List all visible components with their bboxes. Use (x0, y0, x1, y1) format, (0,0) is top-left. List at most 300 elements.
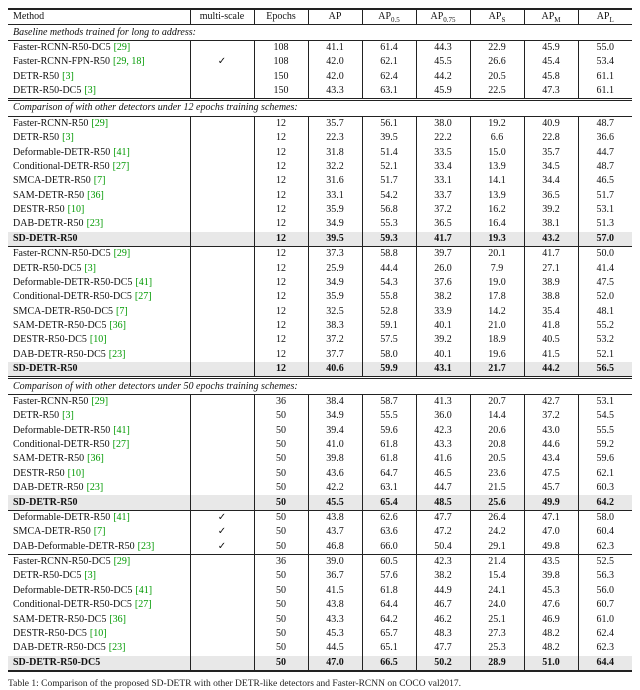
metric-ap75-cell: 37.6 (416, 276, 470, 290)
multiscale-cell (190, 247, 254, 262)
metric-ap-cell: 43.3 (308, 84, 362, 100)
metric-ap-cell: 35.9 (308, 203, 362, 217)
metric-ap-cell: 39.8 (308, 452, 362, 466)
citation-link[interactable]: [27] (112, 160, 130, 172)
metric-ap-large-cell: 64.2 (578, 495, 632, 510)
metric-ap75-cell: 33.9 (416, 305, 470, 319)
method-cell (8, 627, 190, 641)
metric-ap-cell: 42.0 (308, 55, 362, 69)
metric-ap-cell: 34.9 (308, 409, 362, 423)
metric-ap50-cell: 62.4 (362, 70, 416, 84)
method-name: Conditional-DETR-R50-DC5 (13, 599, 132, 611)
metric-ap-medium-cell: 47.0 (524, 525, 578, 539)
citation-link[interactable]: [3] (84, 85, 97, 97)
metric-ap-medium-cell: 39.2 (524, 203, 578, 217)
citation-link[interactable]: [23] (86, 482, 104, 494)
col-header-label: multi-scale (199, 11, 245, 23)
epochs-cell: 12 (254, 305, 308, 319)
metric-ap-small-cell: 16.4 (470, 217, 524, 231)
citation-link[interactable]: [41] (135, 276, 153, 288)
method-name: Faster-RCNN-R50 (13, 117, 89, 129)
metric-ap-cell: 36.7 (308, 569, 362, 583)
metric-ap-large-cell: 41.4 (596, 262, 614, 274)
table-row (8, 467, 632, 481)
metric-ap50-cell: 55.5 (362, 409, 416, 423)
citation-link[interactable]: [41] (113, 146, 130, 158)
epochs-cell: 12 (254, 189, 308, 203)
metric-ap-cell: 38.4 (308, 394, 362, 409)
metric-ap50-cell: 64.4 (362, 598, 416, 612)
metric-ap-small-cell: 22.9 (470, 40, 524, 55)
metric-ap-small-cell: 14.1 (470, 174, 524, 188)
multiscale-cell (190, 319, 254, 333)
metric-ap-small-cell: 24.1 (470, 584, 524, 598)
metric-ap-cell: 40.6 (308, 362, 362, 378)
metric-ap-small-cell: 7.9 (470, 261, 524, 275)
metric-ap-large-cell: 52.0 (596, 291, 614, 303)
citation-link[interactable]: [29] (91, 117, 109, 129)
metric-ap75-cell: 48.5 (416, 495, 470, 510)
method-cell (8, 40, 190, 55)
metric-ap75-cell: 33.5 (416, 145, 470, 159)
metric-ap75-cell: 46.5 (416, 467, 470, 481)
metric-ap-medium-cell: 44.2 (524, 362, 578, 378)
col-header-ap-large (578, 9, 632, 25)
section-header-row (8, 25, 632, 40)
method-name: DETR-R50-DC5 (13, 262, 82, 274)
metric-ap50-cell: 62.1 (362, 55, 416, 69)
metric-ap50-cell: 62.6 (362, 510, 416, 525)
method-name: SMCA-DETR-R50-DC5 (13, 305, 114, 317)
metric-ap75-cell: 40.1 (416, 319, 470, 333)
citation-link[interactable]: [29] (113, 556, 131, 568)
metric-ap-small-cell: 25.6 (470, 495, 524, 510)
table-row (8, 247, 632, 262)
section-title: Comparison of with other detectors under 12 epochs training schemes: (8, 100, 632, 116)
metric-ap75-cell: 36.0 (416, 409, 470, 423)
method-cell (8, 261, 190, 275)
epochs-cell: 36 (254, 394, 308, 409)
method-cell (8, 467, 190, 481)
multiscale-cell (190, 656, 254, 671)
metric-ap50-cell: 59.6 (362, 424, 416, 438)
col-header-label: AP (328, 11, 342, 23)
metric-ap75-cell: 40.1 (416, 348, 470, 362)
multiscale-cell (190, 438, 254, 452)
metric-ap-large-cell: 62.3 (596, 642, 614, 654)
multiscale-cell (190, 495, 254, 510)
metric-ap50-cell: 56.1 (362, 116, 416, 131)
metric-ap-large-cell: 51.7 (596, 189, 614, 201)
metric-ap50-cell: 65.7 (362, 627, 416, 641)
metric-ap75-cell: 41.6 (416, 452, 470, 466)
method-cell (8, 319, 190, 333)
metric-ap50-cell: 58.7 (362, 394, 416, 409)
epochs-cell: 50 (254, 495, 308, 510)
metric-ap75-cell: 39.7 (416, 247, 470, 262)
epochs-cell: 50 (254, 409, 308, 423)
metric-ap75-cell: 45.9 (416, 84, 470, 100)
metric-ap-medium-cell: 40.9 (524, 116, 578, 131)
metric-ap75-cell: 45.5 (416, 55, 470, 69)
col-header-epochs (254, 9, 308, 25)
epochs-cell: 12 (254, 145, 308, 159)
metric-ap50-cell: 63.1 (362, 481, 416, 495)
method-name: DESTR-R50 (13, 467, 65, 479)
metric-ap50-cell: 57.5 (362, 333, 416, 347)
multiscale-cell (190, 333, 254, 347)
method-name: SD-DETR-R50 (13, 496, 78, 508)
metric-ap-cell: 45.5 (308, 495, 362, 510)
col-header-label: AP (430, 11, 444, 23)
metric-ap-large-cell: 47.5 (596, 276, 614, 288)
metric-ap-large-cell: 56.5 (578, 362, 632, 378)
method-cell (8, 232, 190, 247)
citation-link[interactable]: [7] (116, 305, 128, 317)
metric-ap75-cell: 41.3 (416, 394, 470, 409)
citation-link[interactable]: [29] (113, 41, 131, 53)
table-row (8, 424, 632, 438)
multiscale-cell (190, 584, 254, 598)
epochs-cell: 50 (254, 627, 308, 641)
multiscale-cell (190, 131, 254, 145)
metric-ap50-cell: 66.0 (362, 540, 416, 555)
table-row (8, 510, 632, 525)
metric-ap-large-cell: 61.1 (596, 85, 614, 97)
citation-link[interactable]: [10] (67, 204, 85, 216)
method-name: DAB-DETR-R50 (13, 482, 84, 494)
citation-link[interactable]: [10] (89, 627, 107, 639)
citation-link[interactable]: [41] (135, 584, 153, 596)
epochs-cell: 12 (254, 261, 308, 275)
metric-ap-small-cell: 19.0 (470, 276, 524, 290)
method-cell (8, 584, 190, 598)
metric-ap50-cell: 57.6 (362, 569, 416, 583)
metric-ap-cell: 39.5 (308, 232, 362, 247)
metric-ap-cell: 46.8 (308, 540, 362, 555)
metric-ap-cell: 35.7 (308, 116, 362, 131)
table-caption: Table 1: Comparison of the proposed SD-DETR with other DETR-like detectors and Faster-RCNN on COCO val2017. (8, 678, 461, 689)
citation-link[interactable]: [36] (109, 613, 127, 625)
multiscale-cell (190, 290, 254, 304)
metric-ap-small-cell: 20.6 (470, 424, 524, 438)
multiscale-cell (190, 189, 254, 203)
metric-ap-small-cell: 21.5 (470, 481, 524, 495)
citation-link[interactable]: [23] (137, 540, 155, 552)
epochs-cell: 12 (254, 247, 308, 262)
method-name: DAB-Deformable-DETR-R50 (13, 540, 135, 552)
citation-link[interactable]: [29, 18] (113, 56, 145, 68)
method-name: SD-DETR-R50 (13, 232, 78, 244)
epochs-cell: 12 (254, 333, 308, 347)
metric-ap-large-cell: 59.6 (596, 453, 614, 465)
table-row (8, 409, 632, 423)
metric-ap-medium-cell: 47.5 (524, 467, 578, 481)
metric-ap-small-cell: 18.9 (470, 333, 524, 347)
metric-ap-large-cell: 60.7 (596, 599, 614, 611)
metric-ap-large-cell: 46.5 (596, 175, 614, 187)
method-name: DESTR-R50-DC5 (13, 334, 87, 346)
method-name: DESTR-R50 (13, 204, 65, 216)
col-header-subscript: L (609, 16, 614, 25)
metric-ap-cell: 39.4 (308, 424, 362, 438)
method-name: SAM-DETR-R50-DC5 (13, 613, 107, 625)
metric-ap-large-cell: 64.4 (578, 656, 632, 671)
citation-link[interactable]: [29] (91, 395, 109, 407)
citation-link[interactable]: [23] (108, 348, 126, 360)
metric-ap-medium-cell: 45.3 (524, 584, 578, 598)
citation-link[interactable]: [27] (134, 599, 152, 611)
metric-ap-small-cell: 21.7 (470, 362, 524, 378)
metric-ap50-cell: 51.4 (362, 145, 416, 159)
metric-ap-large-cell: 48.7 (578, 116, 632, 131)
metric-ap-small-cell: 14.2 (470, 305, 524, 319)
metric-ap-medium-cell: 39.8 (524, 569, 578, 583)
metric-ap-large-cell: 52.1 (596, 348, 614, 360)
metric-ap-medium-cell: 22.8 (524, 131, 578, 145)
multiscale-cell (190, 481, 254, 495)
metric-ap50-cell: 64.2 (362, 612, 416, 626)
metric-ap-large-cell: 54.5 (596, 410, 614, 422)
citation-link[interactable]: [7] (93, 526, 106, 538)
metric-ap-large-cell: 50.0 (578, 247, 632, 262)
metric-ap50-cell: 65.4 (362, 495, 416, 510)
table-row (8, 598, 632, 612)
multiscale-cell (190, 70, 254, 84)
epochs-cell: 50 (254, 467, 308, 481)
metric-ap-medium-cell: 36.5 (524, 189, 578, 203)
citation-link[interactable]: [36] (109, 320, 127, 332)
metric-ap50-cell: 59.3 (362, 232, 416, 247)
metric-ap50-cell: 55.8 (362, 290, 416, 304)
metric-ap75-cell: 38.2 (416, 569, 470, 583)
method-cell (8, 510, 190, 525)
epochs-cell: 12 (254, 319, 308, 333)
multiscale-cell: ✓ (190, 525, 254, 539)
citation-link[interactable]: [27] (112, 439, 130, 451)
metric-ap75-cell: 47.2 (416, 525, 470, 539)
col-header-subscript: S (501, 16, 506, 25)
table-row (8, 203, 632, 217)
method-name: Faster-RCNN-R50-DC5 (13, 248, 111, 260)
multiscale-cell (190, 203, 254, 217)
table-row (8, 55, 632, 69)
citation-link[interactable]: [29] (113, 248, 131, 260)
method-name: SD-DETR-R50-DC5 (13, 656, 101, 668)
metric-ap75-cell: 41.7 (416, 232, 470, 247)
citation-link[interactable]: [7] (93, 175, 106, 187)
method-cell (8, 452, 190, 466)
method-name: DETR-R50-DC5 (13, 85, 82, 97)
section-header-row (8, 100, 632, 116)
metric-ap-small-cell: 20.5 (470, 70, 524, 84)
col-header-subscript: 0.75 (443, 16, 456, 25)
multiscale-cell (190, 394, 254, 409)
multiscale-cell (190, 554, 254, 569)
table-row (8, 656, 632, 671)
multiscale-cell: ✓ (190, 540, 254, 555)
citation-link[interactable]: [3] (62, 410, 74, 422)
metric-ap-small-cell: 28.9 (470, 656, 524, 671)
metric-ap-medium-cell: 42.7 (524, 394, 578, 409)
epochs-cell: 12 (254, 348, 308, 362)
method-name: Faster-RCNN-R50 (13, 395, 89, 407)
epochs-cell: 12 (254, 203, 308, 217)
epochs-cell: 50 (254, 656, 308, 671)
epochs-cell: 50 (254, 424, 308, 438)
metric-ap-medium-cell: 37.2 (524, 409, 578, 423)
metric-ap-cell: 39.0 (308, 554, 362, 569)
multiscale-cell (190, 424, 254, 438)
table-row (8, 232, 632, 247)
metric-ap50-cell: 60.5 (362, 554, 416, 569)
table-body (8, 25, 632, 671)
metric-ap-cell: 47.0 (308, 656, 362, 671)
epochs-cell: 150 (254, 84, 308, 100)
metric-ap-small-cell: 20.8 (470, 438, 524, 452)
metric-ap75-cell: 39.2 (416, 333, 470, 347)
method-name: Faster-RCNN-FPN-R50 (13, 56, 111, 68)
metric-ap-small-cell: 25.3 (470, 641, 524, 655)
metric-ap-small-cell: 24.0 (470, 598, 524, 612)
metric-ap-cell: 43.6 (308, 467, 362, 481)
citation-link[interactable]: [3] (62, 132, 74, 144)
section-header-row (8, 378, 632, 394)
metric-ap50-cell: 54.2 (362, 189, 416, 203)
metric-ap75-cell: 50.2 (416, 656, 470, 671)
col-header-multi-scale (190, 9, 254, 25)
col-header-label: AP (488, 11, 502, 23)
metric-ap-medium-cell: 41.5 (524, 348, 578, 362)
method-cell (8, 145, 190, 159)
method-name: SMCA-DETR-R50 (13, 526, 91, 538)
method-name: Deformable-DETR-R50-DC5 (13, 584, 133, 596)
method-cell (8, 409, 190, 423)
metric-ap50-cell: 56.8 (362, 203, 416, 217)
metric-ap-cell: 44.5 (308, 641, 362, 655)
metric-ap-large-cell: 48.7 (596, 160, 614, 172)
method-name: Deformable-DETR-R50 (13, 424, 111, 436)
citation-link[interactable]: [3] (84, 570, 97, 582)
method-cell (8, 174, 190, 188)
multiscale-cell (190, 84, 254, 100)
metric-ap-medium-cell: 27.1 (524, 261, 578, 275)
table-row (8, 131, 632, 145)
citation-link[interactable]: [27] (134, 291, 152, 303)
col-header-label: Method (13, 11, 45, 23)
table-row (8, 569, 632, 583)
metric-ap-cell: 43.3 (308, 612, 362, 626)
citation-link[interactable]: [41] (113, 511, 130, 523)
metric-ap-medium-cell: 46.9 (524, 612, 578, 626)
citation-link[interactable]: [41] (113, 424, 130, 436)
metric-ap-large-cell: 44.7 (596, 146, 614, 158)
metric-ap-medium-cell: 38.1 (524, 217, 578, 231)
citation-link[interactable]: [10] (67, 467, 85, 479)
metric-ap75-cell: 36.5 (416, 217, 470, 231)
multiscale-cell (190, 305, 254, 319)
epochs-cell: 50 (254, 481, 308, 495)
metric-ap-cell: 37.3 (308, 247, 362, 262)
citation-link[interactable]: [3] (62, 70, 74, 82)
metric-ap-cell: 38.3 (308, 319, 362, 333)
multiscale-cell: ✓ (190, 510, 254, 525)
metric-ap-large-cell: 56.3 (596, 570, 614, 582)
metric-ap75-cell: 46.7 (416, 598, 470, 612)
multiscale-cell (190, 217, 254, 231)
multiscale-cell (190, 174, 254, 188)
epochs-cell: 50 (254, 569, 308, 583)
epochs-cell: 12 (254, 131, 308, 145)
citation-link[interactable]: [36] (87, 189, 104, 201)
metric-ap-cell: 41.5 (308, 584, 362, 598)
epochs-cell: 12 (254, 217, 308, 231)
method-cell (8, 569, 190, 583)
metric-ap-small-cell: 19.6 (470, 348, 524, 362)
metric-ap-small-cell: 15.4 (470, 569, 524, 583)
metric-ap-large-cell: 53.4 (596, 56, 614, 68)
epochs-cell: 50 (254, 525, 308, 539)
metric-ap75-cell: 43.3 (416, 438, 470, 452)
metric-ap-small-cell: 29.1 (470, 540, 524, 555)
method-cell (8, 189, 190, 203)
method-cell (8, 203, 190, 217)
metric-ap50-cell: 61.8 (362, 584, 416, 598)
col-header-label: AP (378, 11, 392, 23)
col-header-ap50 (362, 9, 416, 25)
epochs-cell: 12 (254, 174, 308, 188)
table-row (8, 305, 632, 319)
multiscale-cell (190, 598, 254, 612)
table-row (8, 540, 632, 555)
metric-ap75-cell: 47.7 (416, 510, 470, 525)
metric-ap-cell: 42.2 (308, 481, 362, 495)
metric-ap-large-cell: 57.0 (578, 232, 632, 247)
col-header-ap75 (416, 9, 470, 25)
method-cell (8, 70, 190, 84)
method-cell (8, 348, 190, 362)
citation-link[interactable]: [10] (89, 334, 107, 346)
metric-ap-medium-cell: 45.9 (524, 40, 578, 55)
citation-link[interactable]: [3] (84, 262, 97, 274)
metric-ap-medium-cell: 43.4 (524, 452, 578, 466)
metric-ap-small-cell: 20.1 (470, 247, 524, 262)
metric-ap-small-cell: 24.2 (470, 525, 524, 539)
metric-ap75-cell: 43.1 (416, 362, 470, 378)
citation-link[interactable]: [23] (86, 218, 104, 230)
metric-ap75-cell: 48.3 (416, 627, 470, 641)
metric-ap-small-cell: 19.2 (470, 116, 524, 131)
metric-ap75-cell: 44.3 (416, 40, 470, 55)
metric-ap-medium-cell: 48.2 (524, 641, 578, 655)
metric-ap-medium-cell: 34.5 (524, 160, 578, 174)
metric-ap-large-cell: 61.1 (596, 70, 614, 82)
method-cell (8, 540, 190, 555)
metric-ap-large-cell: 58.0 (578, 510, 632, 525)
epochs-cell: 12 (254, 116, 308, 131)
method-cell (8, 362, 190, 378)
multiscale-cell (190, 116, 254, 131)
method-cell (8, 656, 190, 671)
metric-ap-medium-cell: 43.5 (524, 554, 578, 569)
metric-ap-medium-cell: 44.6 (524, 438, 578, 452)
metric-ap-cell: 35.9 (308, 290, 362, 304)
citation-link[interactable]: [36] (87, 453, 104, 465)
citation-link[interactable]: [23] (108, 642, 126, 654)
metric-ap-medium-cell: 35.7 (524, 145, 578, 159)
method-cell (8, 641, 190, 655)
method-name: SD-DETR-R50 (13, 363, 78, 375)
